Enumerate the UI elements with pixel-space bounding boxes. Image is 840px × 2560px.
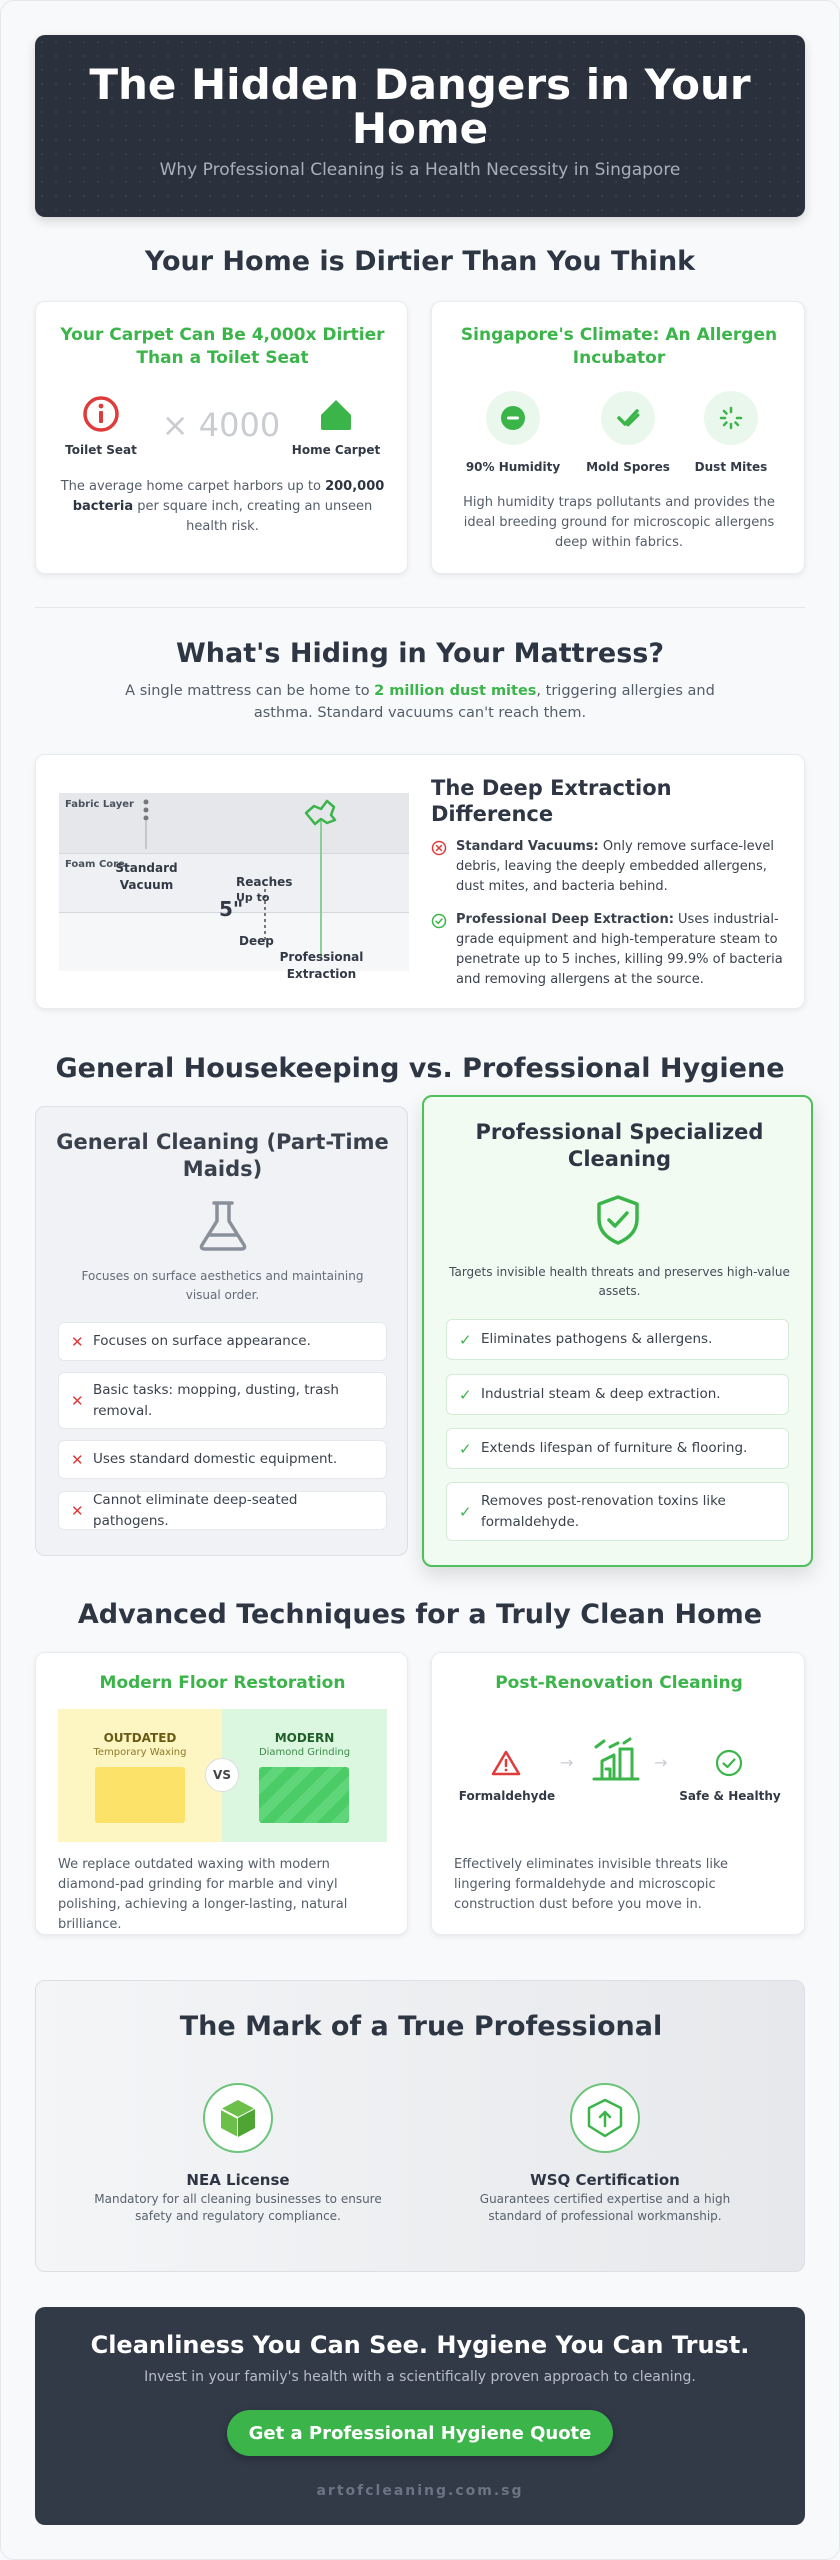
home-icon <box>316 394 356 438</box>
check-circle-icon <box>431 913 447 933</box>
cross-icon: ✕ <box>71 1391 84 1410</box>
professional-cleaning-title: Professional Specialized Cleaning <box>475 1120 764 1171</box>
wsq-title: WSQ Certification <box>530 2171 680 2189</box>
section-dirtier-heading: Your Home is Dirtier Than You Think <box>144 246 696 277</box>
up-to-label: Up to <box>236 891 270 904</box>
climate-card-text: High humidity traps pollutants and provides the ideal breeding ground for microscopic allergens deep within fabrics. <box>463 495 775 551</box>
climate-card <box>431 301 805 574</box>
general-item: ✕ Focuses on surface appearance. <box>58 1322 387 1361</box>
deep-extraction-title: The Deep Extraction Difference <box>431 776 672 826</box>
outdated-label: OUTDATED <box>103 1731 177 1745</box>
floor-restoration-text: We replace outdated waxing with modern diamond-pad grinding for marble and vinyl polishing, achieving a longer-lasting, natural brilliance. <box>58 1857 348 1932</box>
check-icon: ✓ <box>459 1502 472 1521</box>
pro-item: ✓ Eliminates pathogens & allergens. <box>446 1319 789 1360</box>
wsq-badge <box>570 2083 640 2153</box>
mattress-diagram <box>59 793 409 981</box>
credentials-panel <box>35 1980 805 2272</box>
pro-item: ✓ Industrial steam & deep extraction. <box>446 1374 789 1415</box>
formaldehyde-label: Formaldehyde <box>458 1789 556 1803</box>
certificate-icon <box>586 2098 624 2138</box>
nea-text: Mandatory for all cleaning businesses to ensure safety and regulatory compliance. <box>94 2192 382 2223</box>
shield-check-icon <box>591 1193 645 1251</box>
depth-value: 5" <box>219 897 244 921</box>
climate-card-title: Singapore's Climate: An Allergen Incubator <box>460 325 778 368</box>
post-renovation-card <box>431 1652 805 1935</box>
error-icon <box>431 840 447 860</box>
mold-icon <box>601 391 655 445</box>
footer-title: Cleanliness You Can See. Hygiene You Can Trust. <box>90 2331 750 2359</box>
floor-comparison <box>58 1709 387 1842</box>
general-cleaning-title: General Cleaning (Part-Time Maids) <box>56 1130 389 1181</box>
grinding-swatch <box>259 1767 349 1823</box>
pro-item: ✓ Extends lifespan of furniture & flooring. <box>446 1428 789 1469</box>
modern-label: MODERN <box>274 1731 335 1745</box>
general-cleaning-desc: Focuses on surface aesthetics and maintaining visual order. <box>81 1269 364 1302</box>
professional-cleaning-card <box>422 1095 813 1567</box>
mattress-card <box>35 754 805 1009</box>
get-quote-button[interactable]: Get a Professional Hygiene Quote <box>227 2410 613 2456</box>
standard-vacuum-label: Standard Vacuum <box>115 861 178 892</box>
cross-icon: ✕ <box>71 1450 84 1469</box>
hazard-icon <box>490 1749 522 1781</box>
fabric-layer-label: Fabric Layer <box>65 799 134 810</box>
credentials-heading: The Mark of a True Professional <box>179 2011 663 2042</box>
arrow-right-icon: → <box>560 1753 574 1772</box>
section-advanced-heading: Advanced Techniques for a Truly Clean Home <box>77 1599 763 1630</box>
carpet-card-text: The average home carpet harbors up to 200,000 bacteria per square inch, creating an unseen health risk. <box>60 479 385 535</box>
nea-title: NEA License <box>186 2171 290 2189</box>
check-icon: ✓ <box>459 1439 472 1458</box>
check-icon: ✓ <box>459 1330 472 1349</box>
cross-icon: ✕ <box>71 1501 84 1520</box>
post-renovation-text: Effectively eliminates invisible threats like lingering formaldehyde and microscopic construction dust before you move in. <box>454 1857 729 1912</box>
divider <box>35 607 805 608</box>
general-cleaning-card <box>35 1106 408 1556</box>
mold-label: Mold Spores <box>586 460 670 474</box>
foam-core-label: Foam Core <box>65 859 125 870</box>
home-carpet-label: Home Carpet <box>291 443 381 457</box>
toilet-seat-label: Toilet Seat <box>65 443 137 457</box>
pro-item: ✓ Removes post-renovation toxins like formaldehyde. <box>446 1482 789 1541</box>
vs-badge: VS <box>205 1758 239 1792</box>
deep-label: Deep <box>239 934 274 948</box>
mattress-intro: A single mattress can be home to 2 million dust mites, triggering allergies and asthma. Standard vacuums can't reach them. <box>125 683 715 722</box>
cross-icon: ✕ <box>71 1332 84 1351</box>
humidity-icon <box>486 391 540 445</box>
professional-extraction-label: Professional Extraction <box>279 950 364 981</box>
section-comparison-heading: General Housekeeping vs. Professional Hygiene <box>55 1053 785 1084</box>
standard-vacuum-text: Standard Vacuums: Only remove surface-level debris, leaving the deeply embedded allergens, dust mites, and bacteria behind. <box>456 839 774 894</box>
hero-banner <box>35 35 805 217</box>
hero-subtitle: Why Professional Cleaning is a Health Necessity in Singapore <box>159 160 681 180</box>
flask-icon <box>194 1199 252 1257</box>
professional-extraction-text: Professional Deep Extraction: Uses industrial-grade equipment and high-temperature steam to penetrate up to 5 inches, killing 99.9% of bacteria and removing allergens at the source. <box>456 912 783 987</box>
dust-mites-label: Dust Mites <box>694 460 768 474</box>
dust-icon <box>704 391 758 445</box>
footer-subtitle: Invest in your family's health with a scientifically proven approach to cleaning. <box>144 2369 696 2385</box>
carpet-card-title: Your Carpet Can Be 4,000x Dirtier Than a Toilet Seat <box>60 325 385 368</box>
safe-healthy-label: Safe & Healthy <box>679 1789 781 1803</box>
arrow-right-icon: → <box>654 1753 668 1772</box>
professional-cleaning-desc: Targets invisible health threats and preserves high-value assets. <box>449 1265 790 1298</box>
modern-sublabel: Diamond Grinding <box>258 1747 351 1758</box>
general-item: ✕ Basic tasks: mopping, dusting, trash removal. <box>58 1372 387 1429</box>
post-renovation-title: Post-Renovation Cleaning <box>495 1673 743 1693</box>
multiplier-text: × 4000 <box>161 406 281 444</box>
general-item: ✕ Uses standard domestic equipment. <box>58 1440 387 1479</box>
footer-domain: artofcleaning.com.sg <box>316 2483 524 2499</box>
section-mattress-heading: What's Hiding in Your Mattress? <box>175 638 665 669</box>
wsq-text: Guarantees certified expertise and a high standard of professional workmanship. <box>479 2192 731 2223</box>
carpet-card <box>35 301 408 574</box>
reaches-label: Reaches <box>236 875 293 889</box>
wax-swatch <box>95 1767 185 1823</box>
cube-icon <box>219 2098 257 2138</box>
floor-restoration-title: Modern Floor Restoration <box>99 1673 346 1693</box>
steam-icon <box>306 801 335 824</box>
check-icon: ✓ <box>459 1385 472 1404</box>
warning-icon <box>81 394 121 438</box>
humidity-label: 90% Humidity <box>465 460 561 474</box>
general-item: ✕ Cannot eliminate deep-seated pathogens. <box>58 1491 387 1530</box>
safe-check-icon <box>715 1749 743 1781</box>
nea-badge <box>203 2083 273 2153</box>
building-icon <box>590 1737 642 1787</box>
floor-restoration-card <box>35 1652 408 1935</box>
hero-title: The Hidden Dangers in Your Home <box>89 60 751 153</box>
outdated-sublabel: Temporary Waxing <box>93 1747 187 1758</box>
